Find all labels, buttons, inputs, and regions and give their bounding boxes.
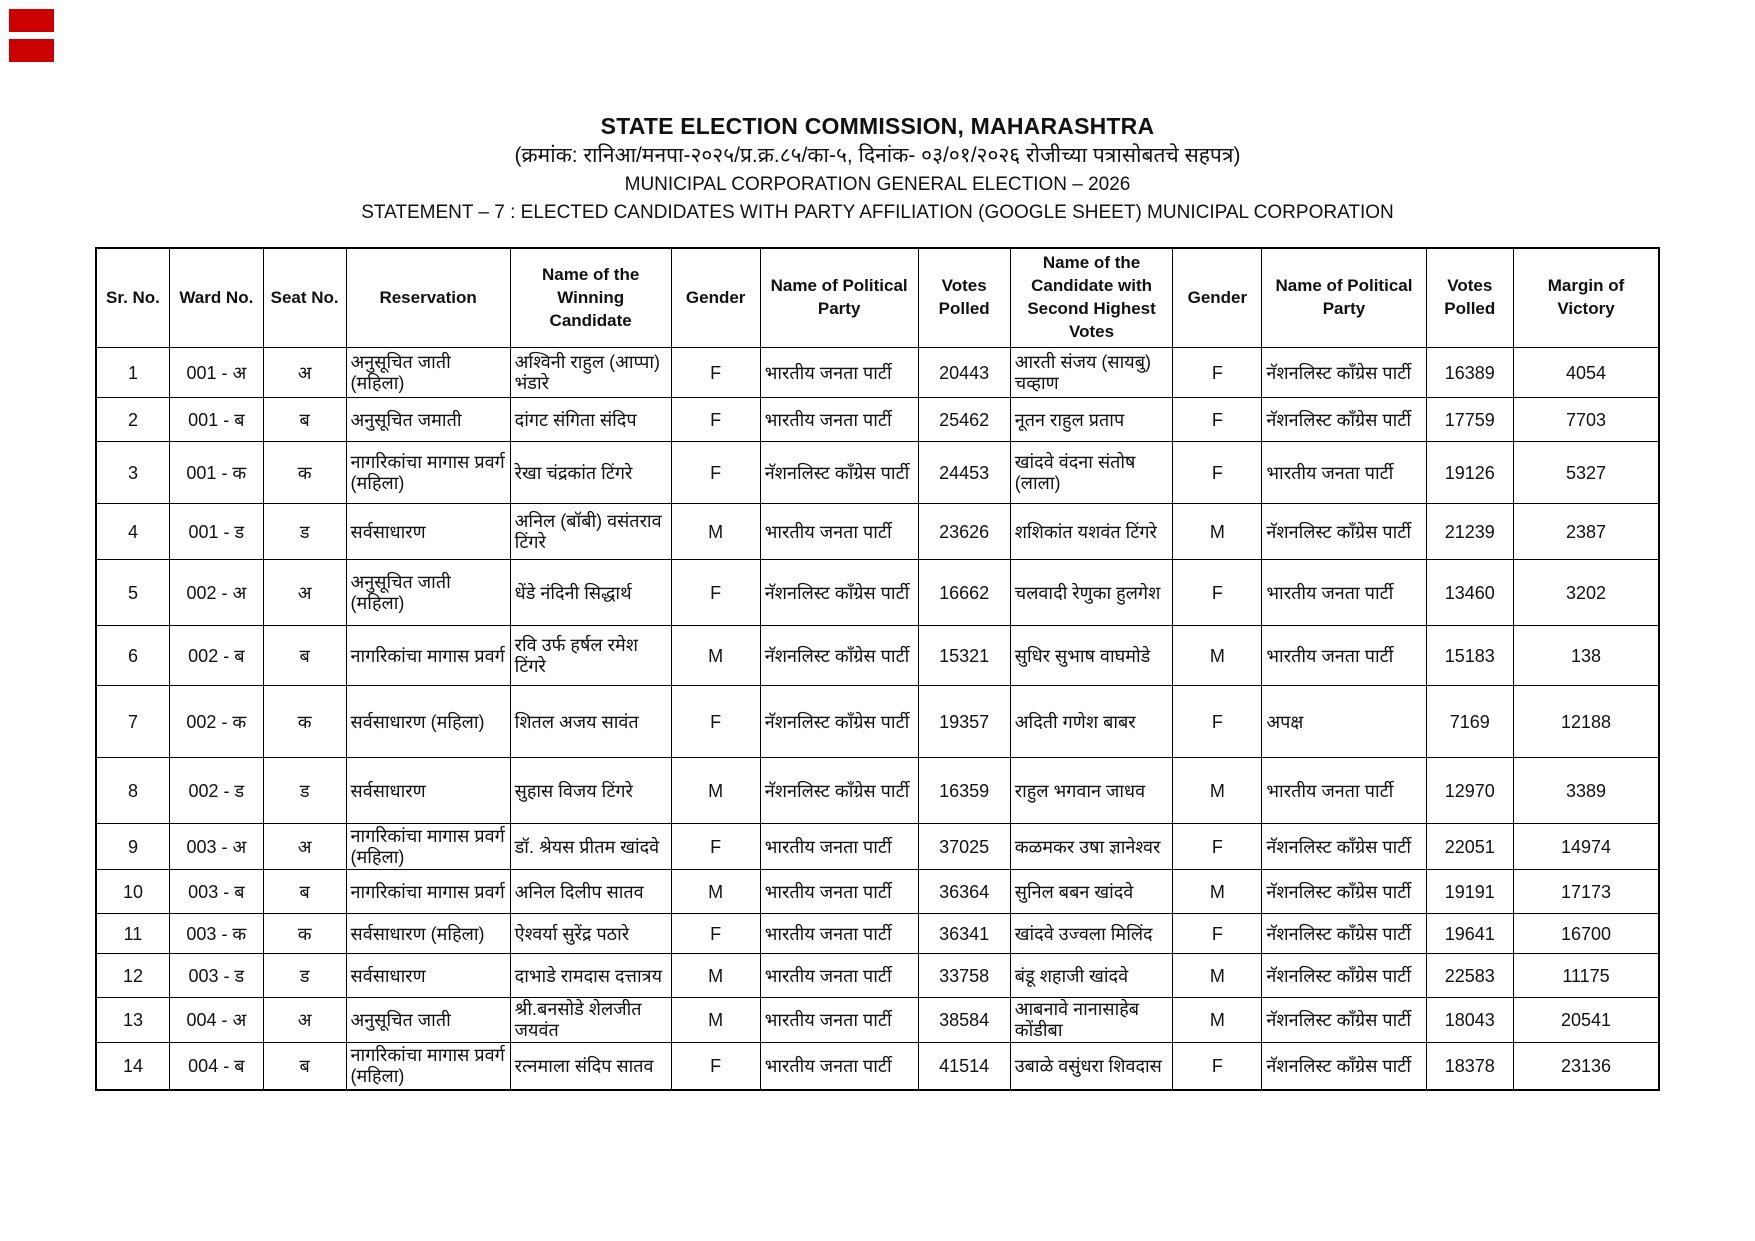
election-title: MUNICIPAL CORPORATION GENERAL ELECTION – 2026: [624, 174, 1131, 196]
table-cell: 3389: [1514, 758, 1659, 824]
column-header: Votes Polled: [1426, 248, 1514, 348]
column-header: Gender: [1173, 248, 1262, 348]
table-cell: ऐश्वर्या सुरेंद्र पठारे: [510, 914, 671, 954]
table-cell: M: [1173, 998, 1262, 1042]
column-header: Name of Political Party: [760, 248, 918, 348]
table-cell: 138: [1514, 626, 1659, 686]
table-cell: 16389: [1426, 348, 1514, 398]
table-cell: सर्वसाधारण: [346, 954, 510, 998]
column-header: Name of the Candidate with Second Highest Votes: [1010, 248, 1173, 348]
table-cell: राहुल भगवान जाधव: [1010, 758, 1173, 824]
table-cell: 003 - ब: [169, 870, 263, 914]
table-cell: 002 - अ: [169, 560, 263, 626]
table-cell: अपक्ष: [1262, 686, 1426, 758]
table-cell: अनुसूचित जाती (महिला): [346, 348, 510, 398]
table-cell: भारतीय जनता पार्टी: [1262, 560, 1426, 626]
table-cell: 19357: [918, 686, 1010, 758]
table-cell: अ: [263, 560, 346, 626]
table-cell: F: [671, 560, 760, 626]
table-cell: 1: [96, 348, 169, 398]
table-cell: M: [1173, 954, 1262, 998]
table-cell: M: [671, 954, 760, 998]
table-cell: 001 - क: [169, 442, 263, 504]
table-cell: 7703: [1514, 398, 1659, 442]
table-cell: 12188: [1514, 686, 1659, 758]
table-cell: 4: [96, 504, 169, 560]
table-header: [96, 248, 1659, 348]
table-cell: नॅशनलिस्ट काँग्रेस पार्टी: [1262, 870, 1426, 914]
table-cell: 15183: [1426, 626, 1514, 686]
table-cell: सुधिर सुभाष वाघमोडे: [1010, 626, 1173, 686]
table-cell: 001 - अ: [169, 348, 263, 398]
table-cell: M: [1173, 504, 1262, 560]
table-cell: नॅशनलिस्ट काँग्रेस पार्टी: [1262, 348, 1426, 398]
table-cell: ब: [263, 1042, 346, 1090]
table-cell: M: [671, 626, 760, 686]
table-cell: 7169: [1426, 686, 1514, 758]
table-cell: खांदवे उज्वला मिलिंद: [1010, 914, 1173, 954]
table-cell: 6: [96, 626, 169, 686]
table-cell: भारतीय जनता पार्टी: [760, 998, 918, 1042]
table-cell: नॅशनलिस्ट काँग्रेस पार्टी: [1262, 954, 1426, 998]
table-cell: खांदवे वंदना संतोष (लाला): [1010, 442, 1173, 504]
table-cell: F: [1173, 1042, 1262, 1090]
table-cell: ड: [263, 758, 346, 824]
table-cell: 17173: [1514, 870, 1659, 914]
table-cell: दांगट संगिता संदिप: [510, 398, 671, 442]
table-cell: F: [671, 1042, 760, 1090]
table-row: [96, 1042, 1659, 1090]
table-cell: नॅशनलिस्ट काँग्रेस पार्टी: [760, 758, 918, 824]
table-cell: रत्नमाला संदिप सातव: [510, 1042, 671, 1090]
table-cell: 22051: [1426, 824, 1514, 870]
table-row: [96, 954, 1659, 998]
table-cell: 002 - ड: [169, 758, 263, 824]
table-row: [96, 870, 1659, 914]
table-cell: 14: [96, 1042, 169, 1090]
table-cell: नागरिकांचा मागास प्रवर्ग (महिला): [346, 1042, 510, 1090]
table-cell: F: [671, 824, 760, 870]
table-cell: 15321: [918, 626, 1010, 686]
table-cell: सर्वसाधारण (महिला): [346, 914, 510, 954]
table-cell: 19126: [1426, 442, 1514, 504]
table-cell: M: [1173, 758, 1262, 824]
table-cell: भारतीय जनता पार्टी: [1262, 442, 1426, 504]
statement-title: STATEMENT – 7 : ELECTED CANDIDATES WITH PARTY AFFILIATION (GOOGLE SHEET) MUNICIPAL CORPORATION: [361, 201, 1394, 223]
table-row: [96, 758, 1659, 824]
table-cell: 18043: [1426, 998, 1514, 1042]
table-cell: नॅशनलिस्ट काँग्रेस पार्टी: [1262, 504, 1426, 560]
table-cell: अ: [263, 348, 346, 398]
table-cell: अ: [263, 824, 346, 870]
results-table: [95, 247, 1660, 1091]
table-cell: अनुसूचित जमाती: [346, 398, 510, 442]
table-cell: M: [1173, 870, 1262, 914]
column-header: Margin of Victory: [1514, 248, 1659, 348]
table-cell: 11: [96, 914, 169, 954]
table-cell: क: [263, 442, 346, 504]
column-header: Name of the Winning Candidate: [510, 248, 671, 348]
table-cell: F: [1173, 824, 1262, 870]
table-cell: आबनावे नानासाहेब कोंडीबा: [1010, 998, 1173, 1042]
table-cell: 002 - ब: [169, 626, 263, 686]
table-cell: 17759: [1426, 398, 1514, 442]
table-cell: अनुसूचित जाती (महिला): [346, 560, 510, 626]
table-cell: 23136: [1514, 1042, 1659, 1090]
document-header: [95, 112, 1660, 225]
table-row: [96, 348, 1659, 398]
table-cell: 23626: [918, 504, 1010, 560]
table-cell: 001 - ब: [169, 398, 263, 442]
table-cell: 14974: [1514, 824, 1659, 870]
table-cell: नॅशनलिस्ट काँग्रेस पार्टी: [1262, 824, 1426, 870]
table-cell: भारतीय जनता पार्टी: [760, 348, 918, 398]
redaction-mark-1: [9, 9, 54, 32]
table-cell: M: [671, 504, 760, 560]
table-cell: F: [671, 686, 760, 758]
table-cell: अश्विनी राहुल (आप्पा) भंडारे: [510, 348, 671, 398]
table-cell: नॅशनलिस्ट काँग्रेस पार्टी: [760, 686, 918, 758]
results-table-wrapper: [95, 247, 1755, 1091]
table-cell: F: [1173, 442, 1262, 504]
table-cell: 3202: [1514, 560, 1659, 626]
table-cell: नॅशनलिस्ट काँग्रेस पार्टी: [1262, 1042, 1426, 1090]
table-row: [96, 626, 1659, 686]
table-cell: 16662: [918, 560, 1010, 626]
table-cell: 24453: [918, 442, 1010, 504]
table-cell: रेखा चंद्रकांत टिंगरे: [510, 442, 671, 504]
table-cell: 19641: [1426, 914, 1514, 954]
table-cell: 7: [96, 686, 169, 758]
table-cell: 13460: [1426, 560, 1514, 626]
table-cell: शशिकांत यशवंत टिंगरे: [1010, 504, 1173, 560]
table-cell: नॅशनलिस्ट काँग्रेस पार्टी: [1262, 914, 1426, 954]
table-cell: F: [671, 914, 760, 954]
column-header: Sr. No.: [96, 248, 169, 348]
table-cell: 4054: [1514, 348, 1659, 398]
table-cell: भारतीय जनता पार्टी: [760, 914, 918, 954]
redaction-mark-2: [9, 39, 54, 62]
table-cell: 33758: [918, 954, 1010, 998]
table-cell: 36364: [918, 870, 1010, 914]
table-cell: नूतन राहुल प्रताप: [1010, 398, 1173, 442]
table-cell: 5327: [1514, 442, 1659, 504]
table-cell: 3: [96, 442, 169, 504]
table-cell: 12: [96, 954, 169, 998]
table-cell: 38584: [918, 998, 1010, 1042]
table-body: [96, 348, 1659, 1090]
table-cell: भारतीय जनता पार्टी: [760, 398, 918, 442]
table-cell: 002 - क: [169, 686, 263, 758]
table-cell: 37025: [918, 824, 1010, 870]
table-cell: भारतीय जनता पार्टी: [760, 870, 918, 914]
table-cell: नॅशनलिस्ट काँग्रेस पार्टी: [1262, 998, 1426, 1042]
table-cell: 001 - ड: [169, 504, 263, 560]
table-cell: F: [671, 398, 760, 442]
table-cell: 003 - अ: [169, 824, 263, 870]
table-cell: 9: [96, 824, 169, 870]
table-cell: ड: [263, 504, 346, 560]
column-header: Ward No.: [169, 248, 263, 348]
table-cell: भारतीय जनता पार्टी: [760, 824, 918, 870]
table-cell: नॅशनलिस्ट काँग्रेस पार्टी: [760, 560, 918, 626]
table-cell: F: [671, 442, 760, 504]
table-cell: नॅशनलिस्ट काँग्रेस पार्टी: [1262, 398, 1426, 442]
table-cell: अनुसूचित जाती: [346, 998, 510, 1042]
table-row: [96, 504, 1659, 560]
column-header: Name of Political Party: [1262, 248, 1426, 348]
page-title: STATE ELECTION COMMISSION, MAHARASHTRA: [600, 113, 1155, 139]
table-cell: 36341: [918, 914, 1010, 954]
table-cell: भारतीय जनता पार्टी: [1262, 626, 1426, 686]
table-cell: सर्वसाधारण: [346, 504, 510, 560]
table-cell: नागरिकांचा मागास प्रवर्ग (महिला): [346, 824, 510, 870]
table-cell: 22583: [1426, 954, 1514, 998]
table-cell: क: [263, 914, 346, 954]
table-cell: 003 - क: [169, 914, 263, 954]
table-cell: अदिती गणेश बाबर: [1010, 686, 1173, 758]
table-cell: सर्वसाधारण (महिला): [346, 686, 510, 758]
table-cell: नॅशनलिस्ट काँग्रेस पार्टी: [760, 442, 918, 504]
table-header-row: [96, 248, 1659, 348]
table-row: [96, 914, 1659, 954]
table-cell: F: [1173, 398, 1262, 442]
table-cell: नागरिकांचा मागास प्रवर्ग: [346, 626, 510, 686]
table-cell: ब: [263, 626, 346, 686]
table-cell: 16700: [1514, 914, 1659, 954]
table-cell: 20443: [918, 348, 1010, 398]
table-cell: 8: [96, 758, 169, 824]
table-cell: बंडू शहाजी खांदवे: [1010, 954, 1173, 998]
table-cell: डॉ. श्रेयस प्रीतम खांदवे: [510, 824, 671, 870]
table-cell: F: [1173, 686, 1262, 758]
table-cell: नागरिकांचा मागास प्रवर्ग: [346, 870, 510, 914]
table-cell: चलवादी रेणुका हुलगेश: [1010, 560, 1173, 626]
table-cell: 10: [96, 870, 169, 914]
table-cell: 18378: [1426, 1042, 1514, 1090]
table-cell: 12970: [1426, 758, 1514, 824]
column-header: Gender: [671, 248, 760, 348]
table-row: [96, 686, 1659, 758]
table-cell: सर्वसाधारण: [346, 758, 510, 824]
table-cell: भारतीय जनता पार्टी: [760, 504, 918, 560]
table-cell: 2: [96, 398, 169, 442]
table-cell: भारतीय जनता पार्टी: [760, 1042, 918, 1090]
table-cell: 13: [96, 998, 169, 1042]
table-cell: अनिल (बॉबी) वसंतराव टिंगरे: [510, 504, 671, 560]
table-row: [96, 998, 1659, 1042]
table-cell: उबाळे वसुंधरा शिवदास: [1010, 1042, 1173, 1090]
table-row: [96, 398, 1659, 442]
column-header: Seat No.: [263, 248, 346, 348]
table-cell: M: [1173, 626, 1262, 686]
table-cell: ब: [263, 870, 346, 914]
table-cell: 16359: [918, 758, 1010, 824]
table-cell: 004 - अ: [169, 998, 263, 1042]
table-cell: रवि उर्फ हर्षल रमेश टिंगरे: [510, 626, 671, 686]
table-cell: धेंडे नंदिनी सिद्धार्थ: [510, 560, 671, 626]
table-cell: कळमकर उषा ज्ञानेश्वर: [1010, 824, 1173, 870]
table-cell: 21239: [1426, 504, 1514, 560]
table-cell: दाभाडे रामदास दत्तात्रय: [510, 954, 671, 998]
table-cell: 25462: [918, 398, 1010, 442]
table-row: [96, 824, 1659, 870]
table-cell: शितल अजय सावंत: [510, 686, 671, 758]
table-cell: क: [263, 686, 346, 758]
table-cell: 19191: [1426, 870, 1514, 914]
table-cell: 004 - ब: [169, 1042, 263, 1090]
table-cell: नॅशनलिस्ट काँग्रेस पार्टी: [760, 626, 918, 686]
table-cell: 41514: [918, 1042, 1010, 1090]
table-cell: नागरिकांचा मागास प्रवर्ग (महिला): [346, 442, 510, 504]
table-cell: F: [1173, 560, 1262, 626]
table-cell: ब: [263, 398, 346, 442]
table-cell: M: [671, 758, 760, 824]
table-row: [96, 560, 1659, 626]
table-cell: 20541: [1514, 998, 1659, 1042]
table-cell: 003 - ड: [169, 954, 263, 998]
table-cell: अ: [263, 998, 346, 1042]
column-header: Reservation: [346, 248, 510, 348]
table-cell: F: [671, 348, 760, 398]
table-cell: आरती संजय (सायबु) चव्हाण: [1010, 348, 1173, 398]
table-cell: श्री.बनसोडे शेलजीत जयवंत: [510, 998, 671, 1042]
table-cell: सुहास विजय टिंगरे: [510, 758, 671, 824]
table-cell: अनिल दिलीप सातव: [510, 870, 671, 914]
table-cell: 5: [96, 560, 169, 626]
table-cell: 2387: [1514, 504, 1659, 560]
table-cell: F: [1173, 348, 1262, 398]
table-cell: 11175: [1514, 954, 1659, 998]
reference-subtitle: (क्रमांक: रानिआ/मनपा-२०२५/प्र.क्र.८५/का-५, दिनांक- ०३/०१/२०२६ रोजीच्या पत्रासोबतचे सहपत्र): [514, 144, 1241, 168]
table-cell: M: [671, 998, 760, 1042]
table-cell: F: [1173, 914, 1262, 954]
table-row: [96, 442, 1659, 504]
column-header: Votes Polled: [918, 248, 1010, 348]
table-cell: सुनिल बबन खांदवे: [1010, 870, 1173, 914]
table-cell: ड: [263, 954, 346, 998]
table-cell: भारतीय जनता पार्टी: [1262, 758, 1426, 824]
table-cell: M: [671, 870, 760, 914]
table-cell: भारतीय जनता पार्टी: [760, 954, 918, 998]
